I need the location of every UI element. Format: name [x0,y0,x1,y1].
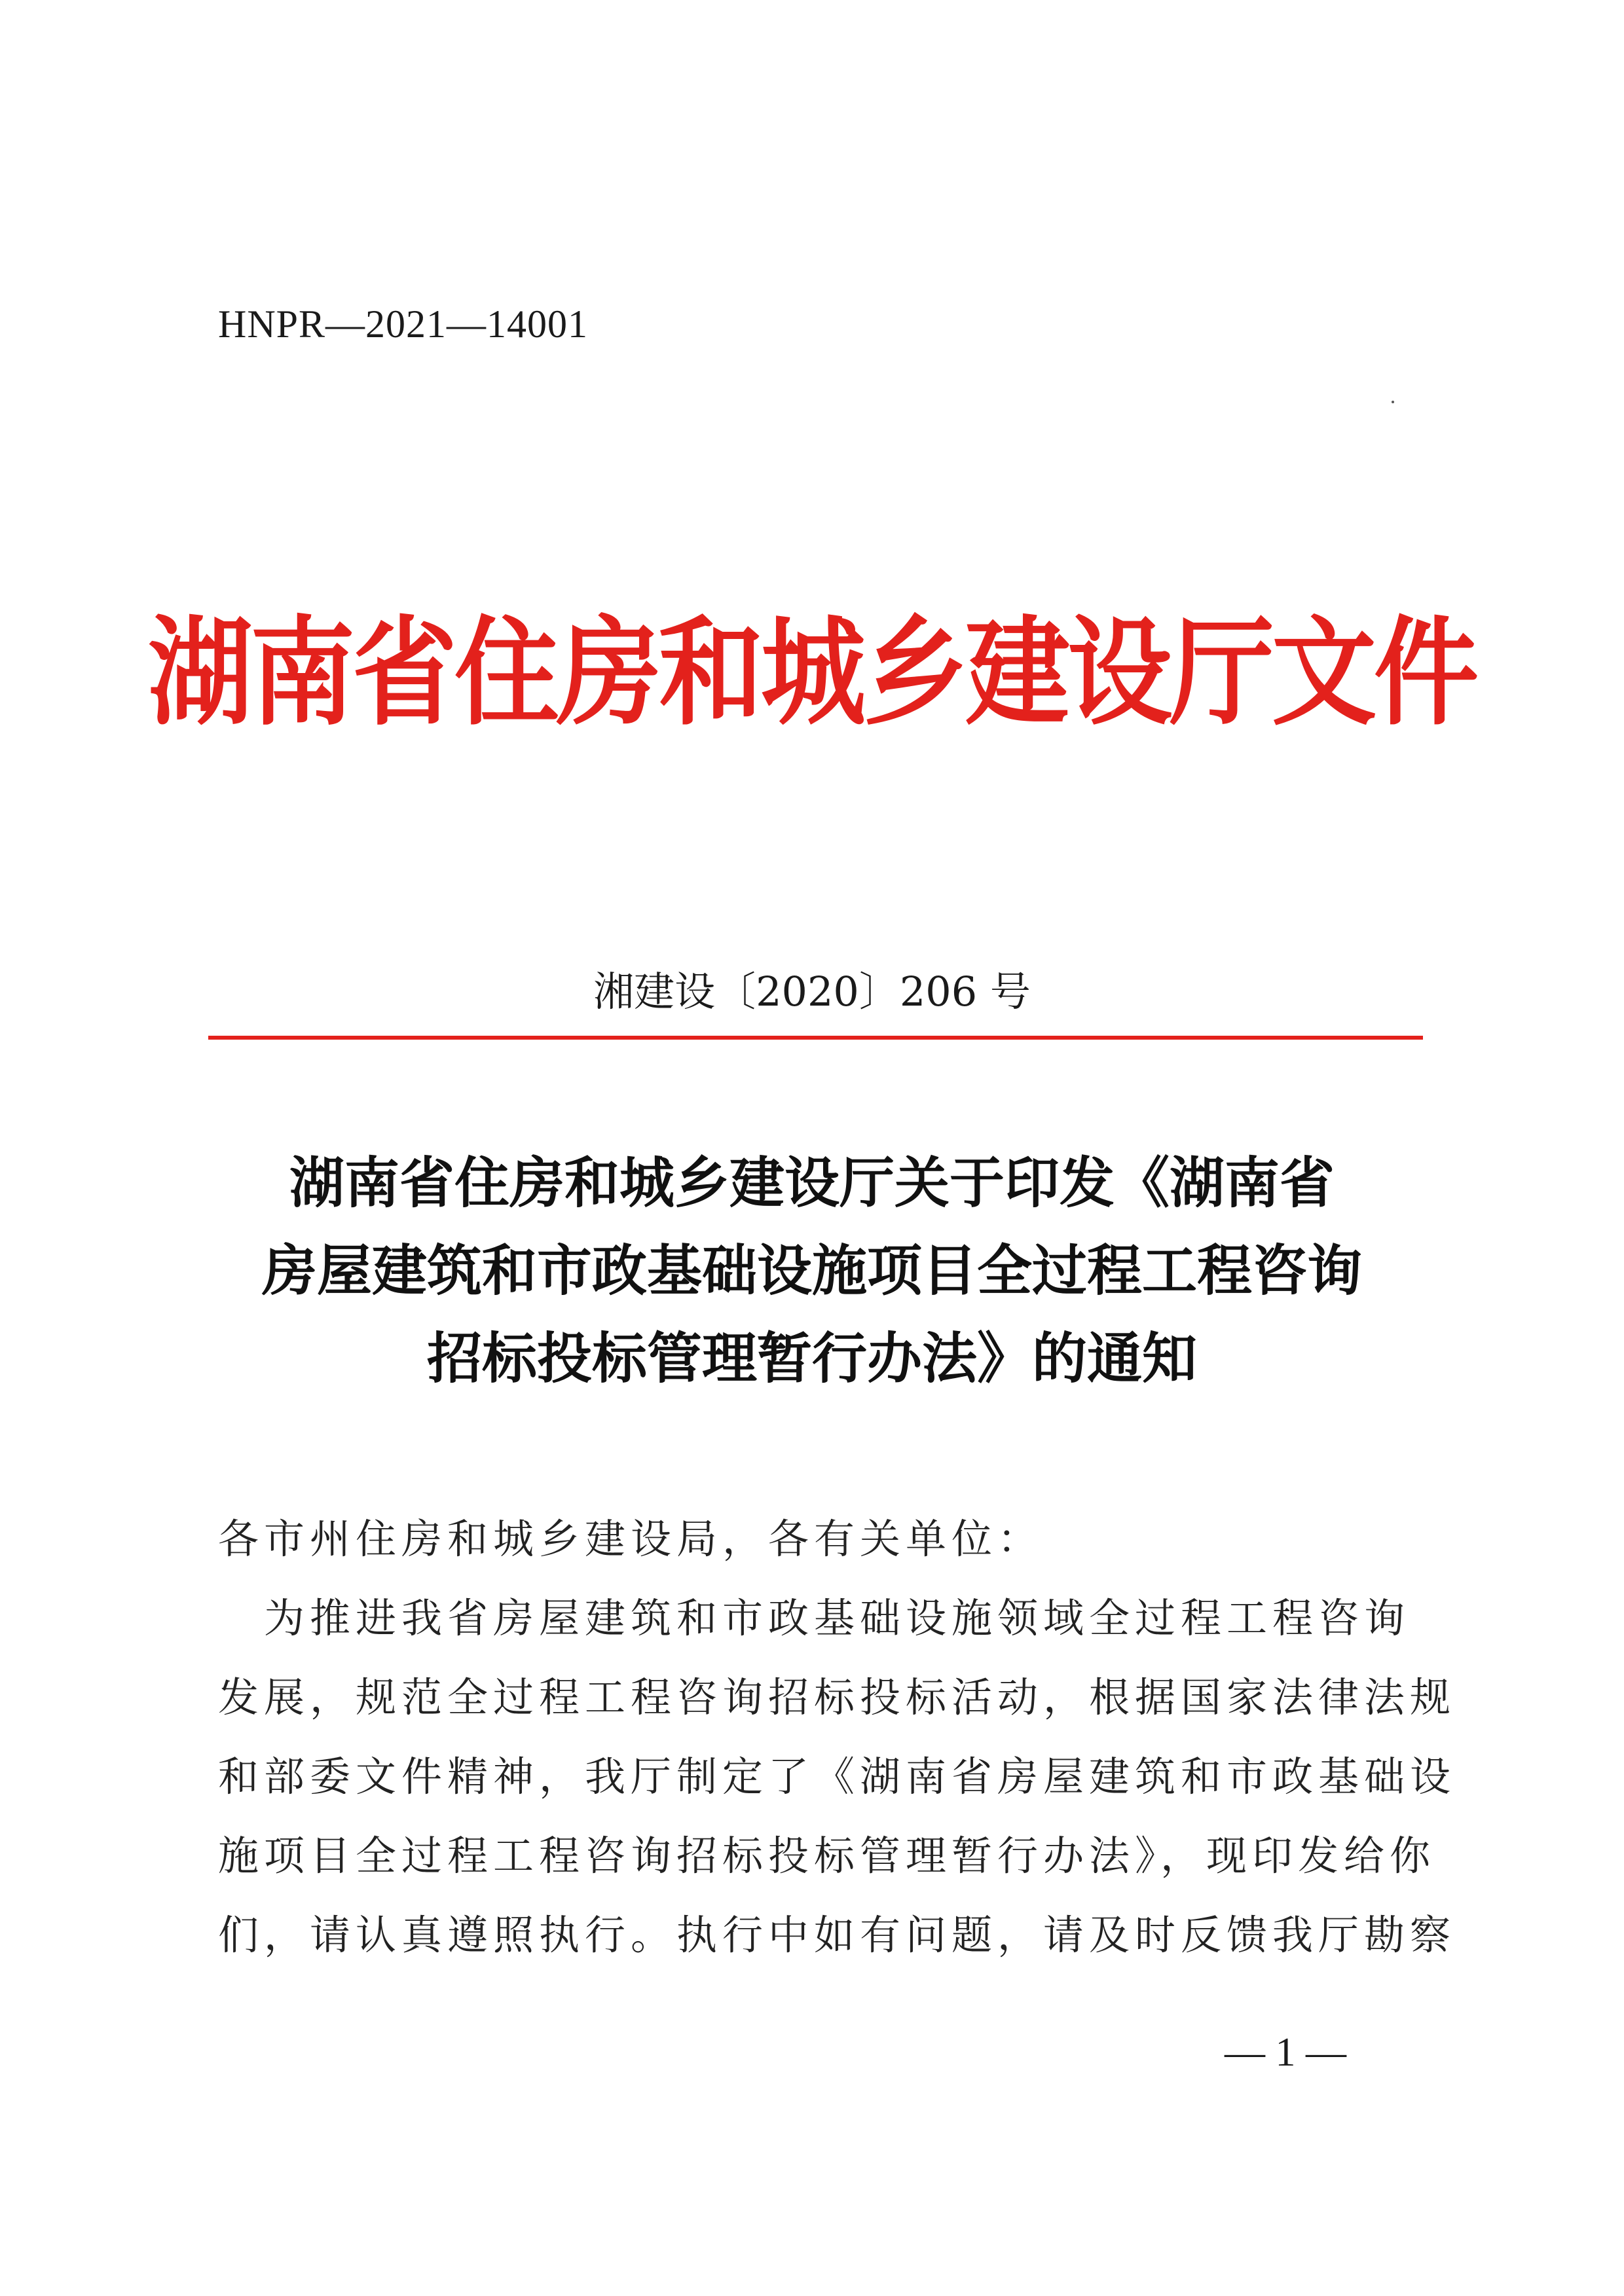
body-line: 和部委文件精神，我厅制定了《湖南省房屋建筑和市政基础设 [218,1753,1456,1800]
salutation: 各市州住房和城乡建设局，各有关单位： [218,1515,1044,1563]
body-line: 施项目全过程工程咨询招标投标管理暂行办法》，现印发给你 [218,1832,1436,1880]
dot-mark [1392,401,1394,403]
red-separator-line [208,1036,1423,1040]
document-body [218,1499,1456,1975]
issuing-organization-header: 湖南省住房和城乡建设厅文件 [147,604,1476,742]
title-line: 房屋建筑和市政基础设施项目全过程工程咨询 [261,1238,1362,1303]
document-title [196,1139,1428,1402]
body-line: 发展，规范全过程工程咨询招标投标活动，根据国家法律法规 [218,1673,1456,1721]
document-code: HNPR—2021—14001 [218,302,589,346]
title-line: 湖南省住房和城乡建设厅关于印发《湖南省 [289,1150,1335,1215]
page-number: — 1 — [1225,2030,1346,2075]
body-line: 们，请认真遵照执行。执行中如有问题，请及时反馈我厅勘察 [218,1911,1456,1959]
title-line: 招标投标管理暂行办法》的通知 [426,1326,1197,1391]
document-number: 湘建设〔2020〕206 号 [593,968,1031,1015]
body-line: 为推进我省房屋建筑和市政基础设施领域全过程工程咨询 [218,1594,1411,1642]
